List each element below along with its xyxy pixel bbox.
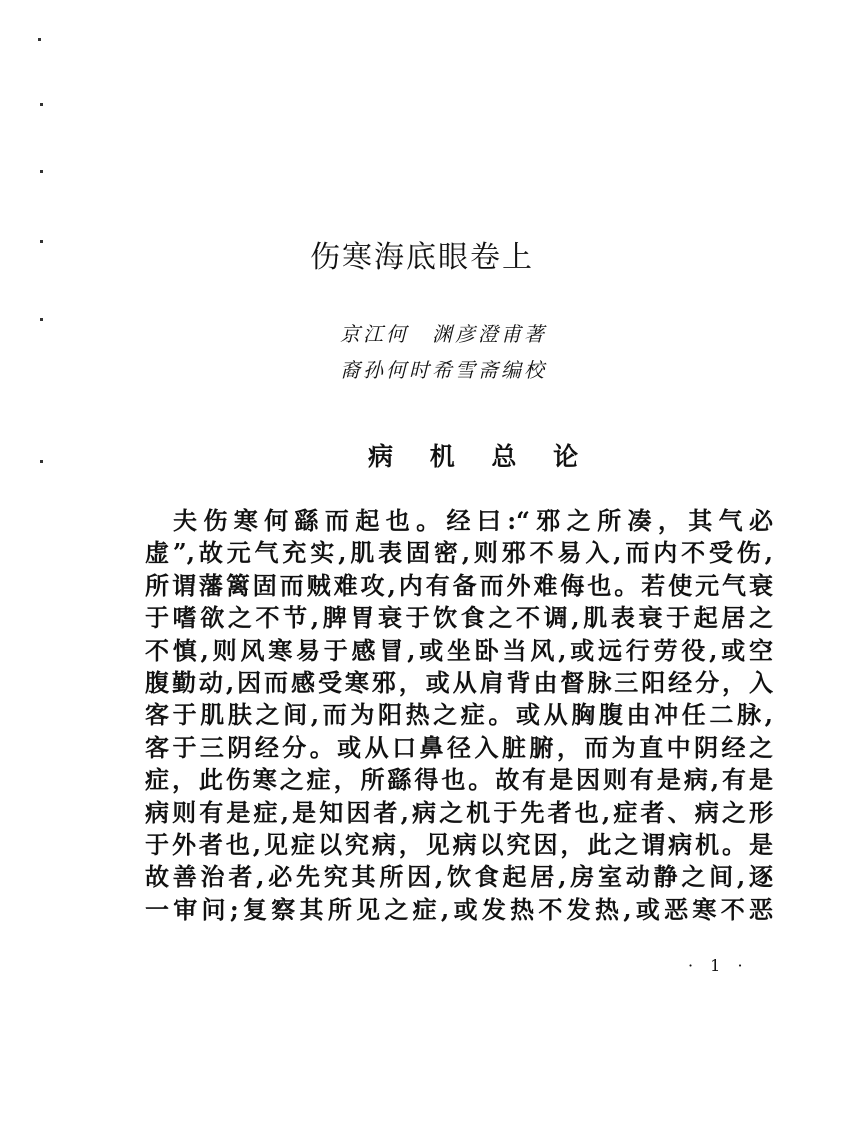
scan-speck — [40, 170, 43, 173]
author-line: 京江何 渊彦澄甫著 — [340, 322, 547, 346]
scan-speck — [38, 38, 41, 41]
editor-line: 裔孙何时希雪斋编校 — [340, 358, 547, 382]
scan-speck — [40, 240, 43, 243]
text-line: 于外者也,见症以究病，见病以究因，此之谓病机。是 — [145, 829, 773, 859]
page-number: · 1 · — [688, 956, 749, 975]
text-line: 腹勤动,因而感受寒邪，或从肩背由督脉三阳经分，入 — [145, 667, 773, 697]
text-line: 于嗜欲之不节,脾胃衰于饮食之不调,肌表衰于起居之 — [145, 603, 773, 633]
book-title: 伤寒海底眼卷上 — [310, 240, 534, 275]
text-line: 故善治者,必先究其所因,饮食起居,房室动静之间,逐 — [145, 862, 773, 892]
text-line: 夫伤寒何繇而起也。经曰:“邪之所凑，其气必 — [173, 506, 773, 535]
text-line: 病则有是症,是知因者,病之机于先者也,症者、病之形 — [145, 797, 773, 827]
scan-speck — [40, 103, 43, 106]
text-line: 症，此伤寒之症，所繇得也。故有是因则有是病,有是 — [145, 765, 773, 795]
text-line: 一审问;复察其所见之症,或发热不发热,或恶寒不恶 — [145, 894, 773, 924]
text-line: 所谓藩篱固而贼难攻,内有备而外难侮也。若使元气衰 — [145, 570, 773, 600]
text-line: 客于三阴经分。或从口鼻径入脏腑，而为直中阴经之 — [145, 732, 773, 762]
text-line: 虚”,故元气充实,肌表固密,则邪不易入,而内不受伤, — [145, 538, 773, 568]
section-heading: 病 机 总 论 — [368, 442, 593, 471]
scan-speck — [40, 318, 43, 321]
text-line: 客于肌肤之间,而为阳热之症。或从胸腹由冲任二脉, — [145, 700, 773, 730]
body-text — [145, 505, 773, 926]
text-line: 不慎,则风寒易于感冒,或坐卧当风,或远行劳役,或空 — [145, 635, 773, 665]
scan-speck — [40, 460, 43, 463]
